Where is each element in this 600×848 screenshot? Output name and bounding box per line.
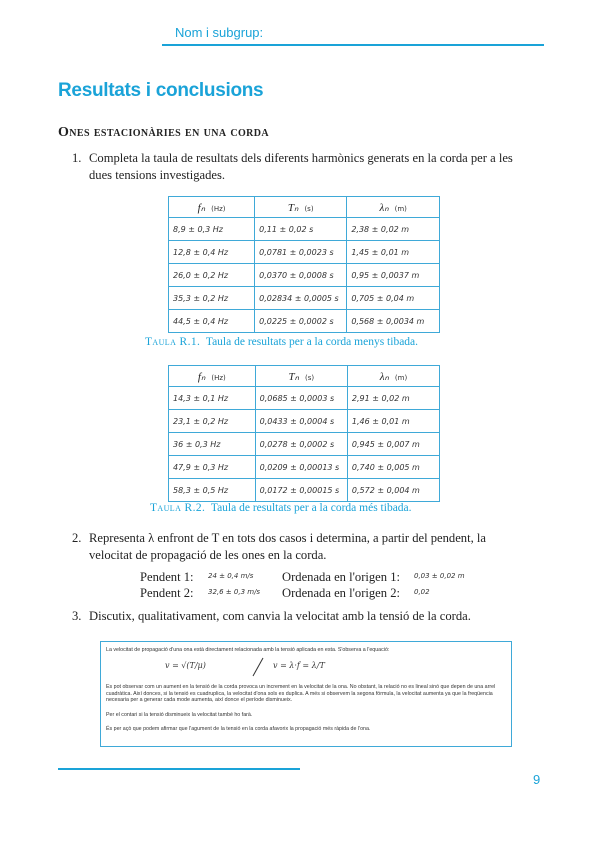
table-row bbox=[169, 410, 440, 433]
table-cell: 47,9 ± 0,3 Hz bbox=[169, 456, 256, 479]
answer-paragraph-3: Per el contari si la tensió disminueix la velocitat també ho farà. bbox=[106, 712, 253, 718]
table-cell: 0,740 ± 0,005 m bbox=[347, 456, 439, 479]
header-rule bbox=[162, 44, 544, 46]
ordenada-2-value: 0,02 bbox=[414, 588, 430, 596]
question-3-number: 3. bbox=[72, 609, 82, 623]
table-header-wavelength: λₙ (m) bbox=[347, 197, 440, 218]
table-1-caption bbox=[145, 336, 418, 348]
ordenada-1-label: Ordenada en l'origen 1: bbox=[282, 570, 401, 584]
question-3-line-1: Discutix, qualitativament, com canvia la velocitat amb la tensió de la corda. bbox=[89, 609, 471, 623]
table-cell: 14,3 ± 0,1 Hz bbox=[169, 387, 256, 410]
results-table-1 bbox=[168, 196, 440, 333]
pendent-1-value: 24 ± 0,4 m/s bbox=[208, 572, 254, 580]
table-header-row bbox=[169, 197, 440, 218]
pendent-2-label: Pendent 2: bbox=[140, 586, 194, 600]
table-cell: 35,3 ± 0,2 Hz bbox=[169, 287, 255, 310]
question-3 bbox=[72, 608, 542, 626]
table-header-period: Tₙ (s) bbox=[255, 366, 347, 387]
subsection-title: Ones estacionàries en una corda bbox=[58, 125, 270, 140]
table-cell: 0,0781 ± 0,0023 s bbox=[255, 241, 347, 264]
table-row bbox=[169, 310, 440, 333]
table-header-frequency: fₙ (Hz) bbox=[169, 366, 256, 387]
table-row bbox=[169, 218, 440, 241]
table-header-row bbox=[169, 366, 440, 387]
table-header-wavelength: λₙ (m) bbox=[347, 366, 439, 387]
header-name-label: Nom i subgrup: bbox=[175, 25, 264, 40]
table-2-caption-label: Taula R.2. bbox=[150, 502, 206, 514]
table-row bbox=[169, 387, 440, 410]
pendent-2-value: 32,6 ± 0,3 m/s bbox=[208, 588, 261, 596]
table-cell: 0,0278 ± 0,0002 s bbox=[255, 433, 347, 456]
question-1-line-1: Completa la taula de resultats dels diferents harmònics generats en la corda per a les bbox=[89, 151, 513, 165]
question-2-number: 2. bbox=[72, 531, 82, 545]
table-row bbox=[169, 241, 440, 264]
table-2-caption-text: Taula de resultats per a la corda més tibada. bbox=[210, 502, 412, 514]
question-2-line-2: velocitat de propagació de les ones en la corda. bbox=[89, 548, 327, 562]
table-row bbox=[169, 287, 440, 310]
table-1-caption-label: Taula R.1. bbox=[145, 336, 201, 348]
question-2 bbox=[72, 530, 542, 566]
table-row bbox=[169, 433, 440, 456]
table-cell: 26,0 ± 0,2 Hz bbox=[169, 264, 255, 287]
formula-velocity-tension: v = √(T/μ) bbox=[165, 661, 206, 670]
table-cell: 0,705 ± 0,04 m bbox=[347, 287, 440, 310]
table-2-caption bbox=[150, 502, 412, 514]
answer-box bbox=[100, 641, 512, 747]
table-cell: 0,0685 ± 0,0003 s bbox=[255, 387, 347, 410]
table-cell: 0,0172 ± 0,00015 s bbox=[255, 479, 347, 502]
results-table-2 bbox=[168, 365, 440, 502]
table-cell: 0,0433 ± 0,0004 s bbox=[255, 410, 347, 433]
table-cell: 0,568 ± 0,0034 m bbox=[347, 310, 440, 333]
slash-separator-icon bbox=[251, 656, 265, 678]
table-cell: 58,3 ± 0,5 Hz bbox=[169, 479, 256, 502]
table-row bbox=[169, 264, 440, 287]
answer-paragraph-1: La velocitat de propagació d'una ona està directament relacionada amb la tensió aplicada en esta. S'observa a l'equació: bbox=[106, 647, 390, 653]
table-1-caption-text: Taula de resultats per a la corda menys tibada. bbox=[205, 336, 419, 348]
table-cell: 1,45 ± 0,01 m bbox=[347, 241, 440, 264]
table-row bbox=[169, 479, 440, 502]
formula-velocity-wavelength: v = λ·f = λ/T bbox=[273, 661, 325, 670]
question-2-line-1: Representa λ enfront de T en tots dos casos i determina, a partir del pendent, la bbox=[89, 531, 486, 545]
question-1-line-2: dues tensions investigades. bbox=[89, 168, 226, 182]
table-cell: 8,9 ± 0,3 Hz bbox=[169, 218, 255, 241]
answer-paragraph-2: Es pot observar com un aument en la tensió de la corda provoca un increment en la velocitat de la ona. No obstant, la relació no es lineal sinó que depen de una arrel cuadràtica. Així donces, si la tensió es cuadruplica, la velocitat d'ona sols es duplica. A més si observem la segona fórmula, la velocitat aumenta ya que la freqüencia necesaria per a generar cada mode aumenta, així donce el període disminueix. bbox=[106, 684, 496, 703]
table-row bbox=[169, 456, 440, 479]
pendent-1-label: Pendent 1: bbox=[140, 570, 194, 584]
table-cell: 0,11 ± 0,02 s bbox=[255, 218, 347, 241]
footer-rule bbox=[58, 768, 300, 770]
table-cell: 0,945 ± 0,007 m bbox=[347, 433, 439, 456]
section-title: Resultats i conclusions bbox=[58, 80, 264, 101]
answer-paragraph-4: És per açò que podem afirmar que l'agument de la tensió en la corda afavorix la propagació més ràpida de l'ona. bbox=[106, 726, 371, 732]
table-cell: 0,02834 ± 0,0005 s bbox=[255, 287, 347, 310]
page-number: 9 bbox=[533, 772, 541, 787]
table-header-period: Tₙ (s) bbox=[255, 197, 347, 218]
table-cell: 36 ± 0,3 Hz bbox=[169, 433, 256, 456]
table-cell: 0,0225 ± 0,0002 s bbox=[255, 310, 347, 333]
table-cell: 12,8 ± 0,4 Hz bbox=[169, 241, 255, 264]
ordenada-1-value: 0,03 ± 0,02 m bbox=[414, 572, 465, 580]
table-cell: 0,572 ± 0,004 m bbox=[347, 479, 439, 502]
question-1-number: 1. bbox=[72, 151, 82, 165]
table-cell: 0,0209 ± 0,00013 s bbox=[255, 456, 347, 479]
table-cell: 1,46 ± 0,01 m bbox=[347, 410, 439, 433]
table-cell: 2,91 ± 0,02 m bbox=[347, 387, 439, 410]
table-cell: 44,5 ± 0,4 Hz bbox=[169, 310, 255, 333]
table-cell: 0,0370 ± 0,0008 s bbox=[255, 264, 347, 287]
table-cell: 23,1 ± 0,2 Hz bbox=[169, 410, 256, 433]
table-cell: 2,38 ± 0,02 m bbox=[347, 218, 440, 241]
question-1 bbox=[72, 150, 542, 186]
table-cell: 0,95 ± 0,0037 m bbox=[347, 264, 440, 287]
table-header-frequency: fₙ (Hz) bbox=[169, 197, 255, 218]
ordenada-2-label: Ordenada en l'origen 2: bbox=[282, 586, 401, 600]
